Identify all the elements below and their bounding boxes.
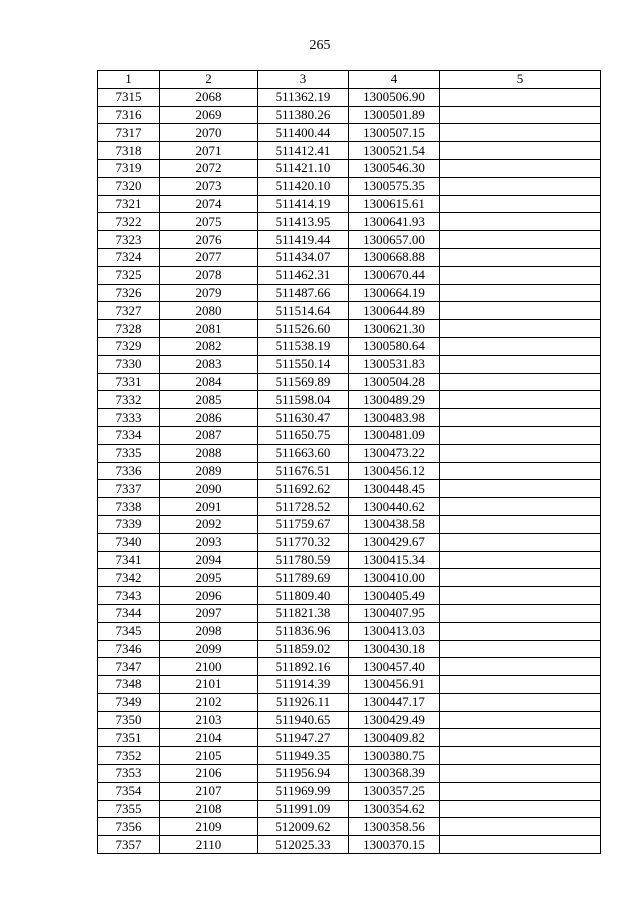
table-cell [440, 533, 601, 551]
table-row [98, 604, 601, 622]
table-cell: 7318 [98, 142, 160, 160]
table-cell [440, 302, 601, 320]
table-cell: 1300641.93 [349, 213, 440, 231]
table-row [98, 106, 601, 124]
table-cell: 1300615.61 [349, 195, 440, 213]
table-cell: 511412.41 [258, 142, 349, 160]
table-cell: 7322 [98, 213, 160, 231]
column-header: 1 [98, 71, 160, 89]
table-cell: 511400.44 [258, 124, 349, 142]
table-cell: 1300664.19 [349, 284, 440, 302]
table-row [98, 782, 601, 800]
table-cell: 511414.19 [258, 195, 349, 213]
table-cell: 2103 [160, 711, 258, 729]
table-cell [440, 391, 601, 409]
table-cell: 511692.62 [258, 480, 349, 498]
table-cell: 511759.67 [258, 515, 349, 533]
table-cell: 2084 [160, 373, 258, 391]
table-row [98, 800, 601, 818]
table-cell: 1300507.15 [349, 124, 440, 142]
table-cell: 511789.69 [258, 569, 349, 587]
table-cell: 2110 [160, 836, 258, 854]
table-cell: 1300368.39 [349, 765, 440, 783]
table-cell: 1300670.44 [349, 266, 440, 284]
table-cell [440, 782, 601, 800]
table-cell [440, 284, 601, 302]
table-cell: 7315 [98, 88, 160, 106]
table-cell: 2107 [160, 782, 258, 800]
table-cell: 511362.19 [258, 88, 349, 106]
table-cell: 1300473.22 [349, 444, 440, 462]
table-cell: 7339 [98, 515, 160, 533]
table-cell: 1300440.62 [349, 498, 440, 516]
table-row [98, 640, 601, 658]
table-row [98, 515, 601, 533]
table-row [98, 551, 601, 569]
column-header: 3 [258, 71, 349, 89]
table-cell: 1300448.45 [349, 480, 440, 498]
table-cell [440, 480, 601, 498]
table-row [98, 195, 601, 213]
table-cell [440, 515, 601, 533]
table-cell: 1300354.62 [349, 800, 440, 818]
table-cell: 2079 [160, 284, 258, 302]
table-cell [440, 569, 601, 587]
table-cell: 1300504.28 [349, 373, 440, 391]
table-cell: 511420.10 [258, 177, 349, 195]
table-row [98, 836, 601, 854]
table-cell [440, 498, 601, 516]
table-cell: 1300621.30 [349, 320, 440, 338]
table-cell: 1300410.00 [349, 569, 440, 587]
table-cell [440, 142, 601, 160]
table-cell: 7352 [98, 747, 160, 765]
table-cell: 511380.26 [258, 106, 349, 124]
table-cell: 7335 [98, 444, 160, 462]
table-row [98, 711, 601, 729]
table-cell: 2100 [160, 658, 258, 676]
table-row [98, 213, 601, 231]
table-row [98, 622, 601, 640]
table-cell: 7332 [98, 391, 160, 409]
table-cell: 2072 [160, 159, 258, 177]
table-cell: 511569.89 [258, 373, 349, 391]
table-cell: 1300456.12 [349, 462, 440, 480]
table-cell: 511780.59 [258, 551, 349, 569]
table-cell: 2105 [160, 747, 258, 765]
table-cell [440, 676, 601, 694]
table-cell: 7316 [98, 106, 160, 124]
table-cell: 2075 [160, 213, 258, 231]
table-cell: 511550.14 [258, 355, 349, 373]
table-cell: 7320 [98, 177, 160, 195]
table-cell [440, 800, 601, 818]
table-cell: 7354 [98, 782, 160, 800]
table-cell: 7340 [98, 533, 160, 551]
table-cell: 512025.33 [258, 836, 349, 854]
table-cell: 2094 [160, 551, 258, 569]
table-cell: 2073 [160, 177, 258, 195]
table-cell: 1300456.91 [349, 676, 440, 694]
table-row [98, 373, 601, 391]
table-cell: 1300413.03 [349, 622, 440, 640]
table-cell: 1300457.40 [349, 658, 440, 676]
table-row [98, 391, 601, 409]
page-number: 265 [309, 38, 331, 53]
table-cell: 511663.60 [258, 444, 349, 462]
table-row [98, 124, 601, 142]
table-cell: 511728.52 [258, 498, 349, 516]
table-cell: 2109 [160, 818, 258, 836]
table-cell: 7355 [98, 800, 160, 818]
table-cell [440, 640, 601, 658]
table-row [98, 729, 601, 747]
table-cell: 511836.96 [258, 622, 349, 640]
table-row [98, 302, 601, 320]
table-cell [440, 693, 601, 711]
table-cell: 1300405.49 [349, 587, 440, 605]
table-cell: 7326 [98, 284, 160, 302]
table-row [98, 337, 601, 355]
table-cell: 511630.47 [258, 409, 349, 427]
table-row [98, 409, 601, 427]
table-cell [440, 409, 601, 427]
table-cell [440, 266, 601, 284]
table-cell: 511421.10 [258, 159, 349, 177]
table-cell [440, 622, 601, 640]
table-cell: 2101 [160, 676, 258, 694]
table-cell: 7350 [98, 711, 160, 729]
table-cell: 2097 [160, 604, 258, 622]
table-body [98, 88, 601, 853]
table-cell: 7348 [98, 676, 160, 694]
table-row [98, 587, 601, 605]
table-cell: 511949.35 [258, 747, 349, 765]
table-cell [440, 106, 601, 124]
table-cell: 2088 [160, 444, 258, 462]
table-cell: 2098 [160, 622, 258, 640]
table-cell: 2071 [160, 142, 258, 160]
table-cell: 1300501.89 [349, 106, 440, 124]
table-cell: 2099 [160, 640, 258, 658]
table-cell: 7336 [98, 462, 160, 480]
table-cell: 511598.04 [258, 391, 349, 409]
table-cell [440, 373, 601, 391]
table-row [98, 248, 601, 266]
table-cell: 7338 [98, 498, 160, 516]
table-cell: 7334 [98, 426, 160, 444]
table-row [98, 444, 601, 462]
table-cell [440, 88, 601, 106]
table-cell: 511947.27 [258, 729, 349, 747]
table-cell: 7356 [98, 818, 160, 836]
table-cell [440, 587, 601, 605]
table-cell: 7349 [98, 693, 160, 711]
table-cell [440, 765, 601, 783]
table-cell: 511892.16 [258, 658, 349, 676]
table-row [98, 676, 601, 694]
table-row [98, 177, 601, 195]
table-cell: 2082 [160, 337, 258, 355]
table-cell: 7324 [98, 248, 160, 266]
table-cell [440, 818, 601, 836]
table-cell [440, 195, 601, 213]
table-cell: 511969.99 [258, 782, 349, 800]
table-cell: 7319 [98, 159, 160, 177]
table-cell: 511821.38 [258, 604, 349, 622]
table-cell: 7328 [98, 320, 160, 338]
table-cell: 7329 [98, 337, 160, 355]
table-row [98, 693, 601, 711]
table-cell: 7337 [98, 480, 160, 498]
table-row [98, 320, 601, 338]
table-cell: 511809.40 [258, 587, 349, 605]
table-cell [440, 747, 601, 765]
table-cell: 2102 [160, 693, 258, 711]
table-cell: 1300380.75 [349, 747, 440, 765]
table-cell: 1300430.18 [349, 640, 440, 658]
table-cell: 2093 [160, 533, 258, 551]
table-cell: 7346 [98, 640, 160, 658]
table-cell: 1300481.09 [349, 426, 440, 444]
table-cell: 2080 [160, 302, 258, 320]
table-row [98, 355, 601, 373]
table-cell: 1300438.58 [349, 515, 440, 533]
table-cell [440, 177, 601, 195]
table-cell: 7351 [98, 729, 160, 747]
table-cell: 7341 [98, 551, 160, 569]
table-cell: 2068 [160, 88, 258, 106]
table-cell [440, 426, 601, 444]
column-header: 5 [440, 71, 601, 89]
table-row [98, 480, 601, 498]
table-cell: 2095 [160, 569, 258, 587]
table-cell: 2083 [160, 355, 258, 373]
table-cell: 2089 [160, 462, 258, 480]
table-cell: 1300668.88 [349, 248, 440, 266]
table-cell [440, 836, 601, 854]
table-cell: 7323 [98, 231, 160, 249]
table-cell: 511940.65 [258, 711, 349, 729]
table-cell: 1300489.29 [349, 391, 440, 409]
table-row [98, 462, 601, 480]
table-cell: 2096 [160, 587, 258, 605]
table-cell [440, 658, 601, 676]
table-cell: 2087 [160, 426, 258, 444]
table-cell: 1300358.56 [349, 818, 440, 836]
table-row [98, 88, 601, 106]
table-cell: 1300429.67 [349, 533, 440, 551]
table-cell: 1300657.00 [349, 231, 440, 249]
table-cell [440, 711, 601, 729]
table-cell: 7357 [98, 836, 160, 854]
table-cell: 2077 [160, 248, 258, 266]
table-cell: 511419.44 [258, 231, 349, 249]
table-row [98, 765, 601, 783]
table-cell: 2092 [160, 515, 258, 533]
column-header: 2 [160, 71, 258, 89]
coordinates-table [97, 70, 601, 854]
table-row [98, 498, 601, 516]
table-cell: 1300370.15 [349, 836, 440, 854]
table-cell [440, 729, 601, 747]
table-cell: 2104 [160, 729, 258, 747]
table-cell: 1300415.34 [349, 551, 440, 569]
table-cell: 2081 [160, 320, 258, 338]
table-cell [440, 213, 601, 231]
table-cell [440, 355, 601, 373]
table-cell [440, 248, 601, 266]
table-cell: 2090 [160, 480, 258, 498]
table-row [98, 533, 601, 551]
table-cell: 2091 [160, 498, 258, 516]
table-cell: 7321 [98, 195, 160, 213]
table-cell: 511859.02 [258, 640, 349, 658]
table-cell: 511926.11 [258, 693, 349, 711]
table-cell: 511462.31 [258, 266, 349, 284]
table-cell: 1300644.89 [349, 302, 440, 320]
table-cell: 1300521.54 [349, 142, 440, 160]
table-cell [440, 124, 601, 142]
table-cell: 2108 [160, 800, 258, 818]
table-cell: 7333 [98, 409, 160, 427]
table-cell: 7330 [98, 355, 160, 373]
table-row [98, 159, 601, 177]
table-cell: 511526.60 [258, 320, 349, 338]
table-cell: 7342 [98, 569, 160, 587]
table-cell: 1300429.49 [349, 711, 440, 729]
column-header: 4 [349, 71, 440, 89]
table-cell [440, 320, 601, 338]
table-cell: 7325 [98, 266, 160, 284]
table-cell: 2076 [160, 231, 258, 249]
table-cell: 511650.75 [258, 426, 349, 444]
table-cell: 511991.09 [258, 800, 349, 818]
table-cell: 1300506.90 [349, 88, 440, 106]
table-cell: 1300546.30 [349, 159, 440, 177]
table-cell: 1300409.82 [349, 729, 440, 747]
table-row [98, 818, 601, 836]
table-cell: 2070 [160, 124, 258, 142]
table-cell: 511413.95 [258, 213, 349, 231]
table-cell: 511538.19 [258, 337, 349, 355]
table-cell: 511914.39 [258, 676, 349, 694]
table-cell: 7327 [98, 302, 160, 320]
table-row [98, 142, 601, 160]
table-cell [440, 444, 601, 462]
table-cell: 1300407.95 [349, 604, 440, 622]
table-cell: 2069 [160, 106, 258, 124]
table-cell: 7331 [98, 373, 160, 391]
table-cell: 7347 [98, 658, 160, 676]
table-header-row [98, 71, 601, 89]
table-row [98, 569, 601, 587]
table-row [98, 747, 601, 765]
table-cell: 512009.62 [258, 818, 349, 836]
table-cell: 7343 [98, 587, 160, 605]
table-cell [440, 462, 601, 480]
table-cell [440, 159, 601, 177]
table-cell: 511956.94 [258, 765, 349, 783]
table-row [98, 231, 601, 249]
table-cell: 2086 [160, 409, 258, 427]
table-cell: 511676.51 [258, 462, 349, 480]
table-cell: 7317 [98, 124, 160, 142]
table-cell: 2078 [160, 266, 258, 284]
table-cell: 2074 [160, 195, 258, 213]
table-cell [440, 337, 601, 355]
table-cell: 2106 [160, 765, 258, 783]
table-cell: 1300531.83 [349, 355, 440, 373]
table-cell: 511770.32 [258, 533, 349, 551]
table-cell [440, 231, 601, 249]
table-cell: 7344 [98, 604, 160, 622]
table-cell: 7345 [98, 622, 160, 640]
table-cell [440, 604, 601, 622]
table-cell: 511514.64 [258, 302, 349, 320]
table-row [98, 266, 601, 284]
table-cell: 2085 [160, 391, 258, 409]
table-cell: 1300575.35 [349, 177, 440, 195]
table-row [98, 426, 601, 444]
table-cell: 511434.07 [258, 248, 349, 266]
table-row [98, 284, 601, 302]
table-cell: 1300357.25 [349, 782, 440, 800]
table-cell: 511487.66 [258, 284, 349, 302]
table-cell [440, 551, 601, 569]
table-cell: 1300483.98 [349, 409, 440, 427]
table-cell: 1300580.64 [349, 337, 440, 355]
table-cell: 7353 [98, 765, 160, 783]
table-cell: 1300447.17 [349, 693, 440, 711]
table-row [98, 658, 601, 676]
